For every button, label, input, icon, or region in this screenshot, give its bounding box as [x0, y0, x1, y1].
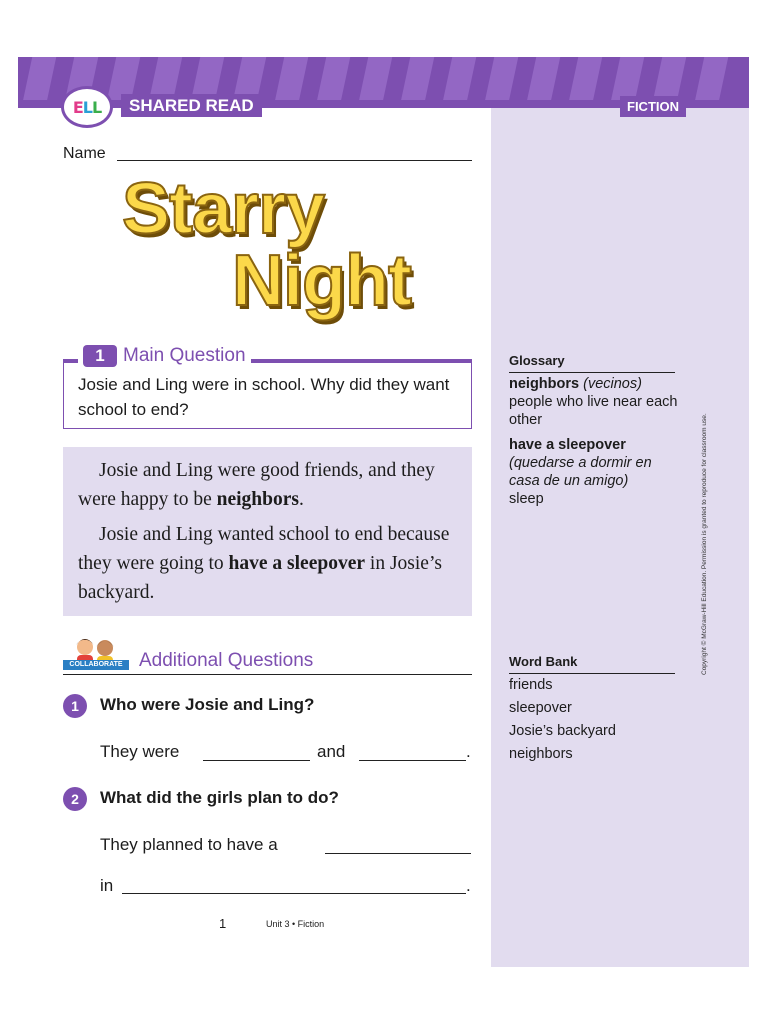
answer-2-line1: They planned to have a — [100, 835, 278, 854]
glossary-term: neighbors — [509, 376, 580, 392]
passage-paragraph-1: Josie and Ling were good friends, and they were happy to be neighbors. — [78, 460, 435, 510]
page-title-line2: Night — [232, 241, 411, 321]
glossary-definition: people who live near each other — [509, 394, 678, 428]
glossary-definition: sleep — [509, 491, 544, 507]
glossary-entry-1 — [509, 375, 681, 429]
page-number: 1 — [219, 916, 227, 931]
unit-label: Unit 3 • Fiction — [266, 919, 325, 929]
answer-1-start: They were — [100, 742, 180, 761]
section-label: SHARED READ — [121, 94, 262, 117]
word-bank-item: sleepover — [509, 700, 572, 716]
answer-2-blank-b[interactable] — [122, 893, 466, 894]
word-bank-item: Josie’s backyard — [509, 723, 616, 739]
main-question-header — [78, 344, 251, 368]
answer-2-blank-a[interactable] — [325, 853, 471, 854]
glossary-rule — [509, 372, 675, 373]
answer-1-blank-b[interactable] — [359, 760, 466, 761]
glossary-translation: (quedarse a dormir en casa de un amigo) — [509, 455, 652, 489]
copyright-text: Copyright © McGraw-Hill Education. Permission is granted to reproduce for classroom use. — [701, 413, 708, 675]
question-1-number: 1 — [63, 694, 87, 718]
main-question-heading: Main Question — [123, 345, 246, 366]
answer-1-end: . — [466, 742, 471, 761]
answer-2-end: . — [466, 876, 471, 895]
word-bank-item: friends — [509, 677, 553, 693]
genre-tag: FICTION — [620, 96, 686, 117]
additional-questions-heading: Additional Questions — [139, 650, 314, 671]
glossary-translation: (vecinos) — [583, 376, 642, 392]
name-field[interactable] — [117, 160, 472, 161]
main-question-number: 1 — [83, 345, 117, 367]
vocab-neighbors: neighbors — [216, 489, 299, 510]
vocab-have-a-sleepover: have a sleepover — [228, 553, 366, 574]
question-1-text: Who were Josie and Ling? — [100, 695, 315, 714]
passage-paragraph-2: Josie and Ling wanted school to end because they were going to have a sleepover in Josie’s backyard. — [78, 524, 450, 603]
word-bank-rule — [509, 673, 675, 674]
main-question-text: Josie and Ling were in school. Why did they want school to end? — [78, 375, 450, 419]
word-bank-heading: Word Bank — [509, 654, 578, 669]
glossary-term: have a sleepover — [509, 437, 626, 453]
glossary-entry-2 — [509, 436, 681, 508]
answer-1-mid: and — [317, 742, 346, 761]
question-2-number: 2 — [63, 787, 87, 811]
answer-1-blank-a[interactable] — [203, 760, 310, 761]
word-bank-item: neighbors — [509, 746, 573, 762]
page-title-line1: Starry — [122, 169, 325, 249]
question-2-text: What did the girls plan to do? — [100, 788, 339, 807]
copyright-notice — [701, 380, 711, 680]
collaborate-label: COLLABORATE — [63, 660, 129, 670]
name-label: Name — [63, 145, 106, 162]
ell-badge-icon — [61, 86, 113, 128]
reading-passage — [63, 447, 472, 616]
glossary-heading: Glossary — [509, 353, 565, 368]
ell-badge-text: ELL — [72, 97, 102, 117]
section-divider — [63, 674, 472, 675]
answer-2-line2: in — [100, 876, 114, 895]
